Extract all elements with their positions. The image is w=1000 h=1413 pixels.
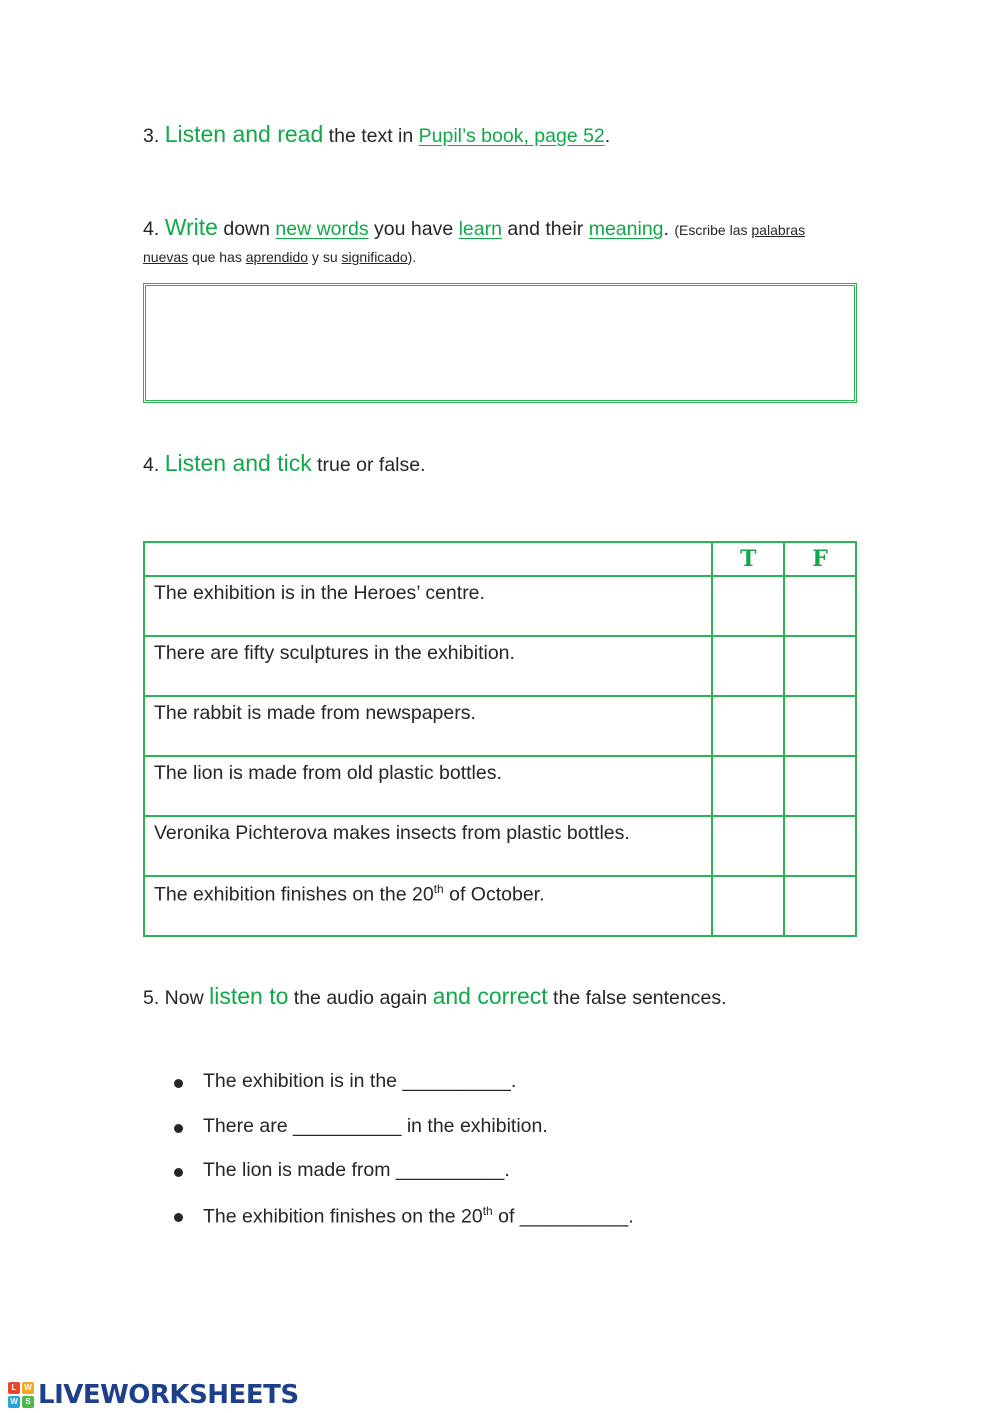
table-row <box>144 876 856 936</box>
spanish-note-word: aprendido <box>245 249 309 265</box>
spanish-note: (Escribe las <box>674 222 752 238</box>
statement-cell <box>144 876 712 936</box>
true-false-table <box>143 541 857 937</box>
logo-grid-cell: S <box>22 1396 34 1408</box>
true-header: T <box>740 546 757 572</box>
instruction-keyword: and correct <box>432 983 548 1009</box>
statement-text: of October. <box>443 883 545 906</box>
question-text: true or false. <box>311 454 426 476</box>
question-4-tick <box>143 450 426 477</box>
bullet-icon <box>174 1213 183 1222</box>
correction-list <box>170 1070 634 1248</box>
list-item <box>170 1204 634 1249</box>
bullet-icon <box>174 1124 183 1133</box>
question-number: 5. Now <box>143 987 210 1009</box>
logo-grid-icon <box>8 1382 34 1408</box>
true-tick-cell[interactable] <box>712 756 784 816</box>
correction-sentence: of __________. <box>492 1205 634 1227</box>
table-row <box>144 816 856 876</box>
liveworksheets-logo <box>8 1381 299 1409</box>
spanish-note-word: palabras <box>751 222 806 238</box>
question-text: down <box>217 218 276 240</box>
instruction-keyword: Listen and read <box>164 121 324 147</box>
question-text: the text in <box>323 125 419 147</box>
false-tick-cell[interactable] <box>784 876 856 936</box>
list-item <box>170 1070 634 1115</box>
statement-cell: The exhibition is in the Heroes’ centre. <box>144 576 712 636</box>
statement-cell: There are fifty sculptures in the exhibition. <box>144 636 712 696</box>
logo-grid-cell: W <box>8 1396 20 1408</box>
spanish-note-word: nuevas <box>143 249 189 265</box>
correction-sentence: There are __________ in the exhibition. <box>203 1114 548 1137</box>
false-header: F <box>812 546 828 572</box>
instruction-keyword: Listen and tick <box>164 450 312 476</box>
keyword-new-words: new words <box>275 218 369 240</box>
correction-sentence: The exhibition finishes on the 20 <box>203 1205 483 1227</box>
correction-sentence: The lion is made from __________. <box>203 1159 510 1181</box>
question-3 <box>143 121 610 148</box>
keyword-learn: learn <box>458 218 502 240</box>
list-item <box>170 1159 634 1204</box>
bullet-icon <box>174 1168 183 1177</box>
true-tick-cell[interactable] <box>712 636 784 696</box>
question-4-note-line2 <box>143 249 416 265</box>
true-tick-cell[interactable] <box>712 876 784 936</box>
question-text: and their <box>501 218 589 240</box>
true-tick-cell[interactable] <box>712 576 784 636</box>
question-5 <box>143 983 727 1010</box>
table-row <box>144 696 856 756</box>
spanish-note: y su <box>308 249 342 265</box>
false-tick-cell[interactable] <box>784 636 856 696</box>
question-number: 4. <box>143 218 160 240</box>
bullet-icon <box>174 1079 183 1088</box>
correction-sentence: The exhibition is in the __________. <box>203 1070 517 1092</box>
true-tick-cell[interactable] <box>712 816 784 876</box>
false-tick-cell[interactable] <box>784 576 856 636</box>
header-false-cell <box>784 542 856 576</box>
question-text: the audio again <box>288 987 433 1009</box>
header-blank-cell <box>144 542 712 576</box>
question-text-end: . <box>604 125 611 147</box>
logo-text: LIVEWORKSHEETS <box>38 1380 299 1410</box>
statement-cell: The rabbit is made from newspapers. <box>144 696 712 756</box>
logo-grid-cell: L <box>8 1382 20 1394</box>
instruction-keyword: Write <box>164 214 218 240</box>
spanish-note-word: significado <box>341 249 408 265</box>
table-row <box>144 636 856 696</box>
false-tick-cell[interactable] <box>784 696 856 756</box>
true-tick-cell[interactable] <box>712 696 784 756</box>
false-tick-cell[interactable] <box>784 756 856 816</box>
question-number: 4. <box>143 454 160 476</box>
statement-text: The exhibition finishes on the 20 <box>154 883 434 906</box>
ordinal-suffix: th <box>482 1203 493 1218</box>
header-true-cell <box>712 542 784 576</box>
table-row <box>144 756 856 816</box>
list-item <box>170 1115 634 1160</box>
ordinal-suffix: th <box>433 882 444 896</box>
spanish-note: ). <box>407 249 417 265</box>
statement-cell: The lion is made from old plastic bottles. <box>144 756 712 816</box>
false-tick-cell[interactable] <box>784 816 856 876</box>
question-text: . <box>663 218 675 240</box>
table-row <box>144 576 856 636</box>
keyword-meaning: meaning <box>588 218 664 240</box>
question-4-write <box>143 214 805 241</box>
question-number: 3. <box>143 125 160 147</box>
pupils-book-link[interactable]: Pupil’s book, page 52 <box>418 125 605 147</box>
logo-grid-cell: W <box>22 1382 34 1394</box>
new-words-answer-box[interactable] <box>143 283 857 403</box>
table-header-row <box>144 542 856 576</box>
question-text: the false sentences. <box>547 987 727 1009</box>
question-text: you have <box>368 218 459 240</box>
instruction-keyword: listen to <box>209 983 289 1009</box>
statement-cell: Veronika Pichterova makes insects from plastic bottles. <box>144 816 712 876</box>
spanish-note: que has <box>188 249 246 265</box>
